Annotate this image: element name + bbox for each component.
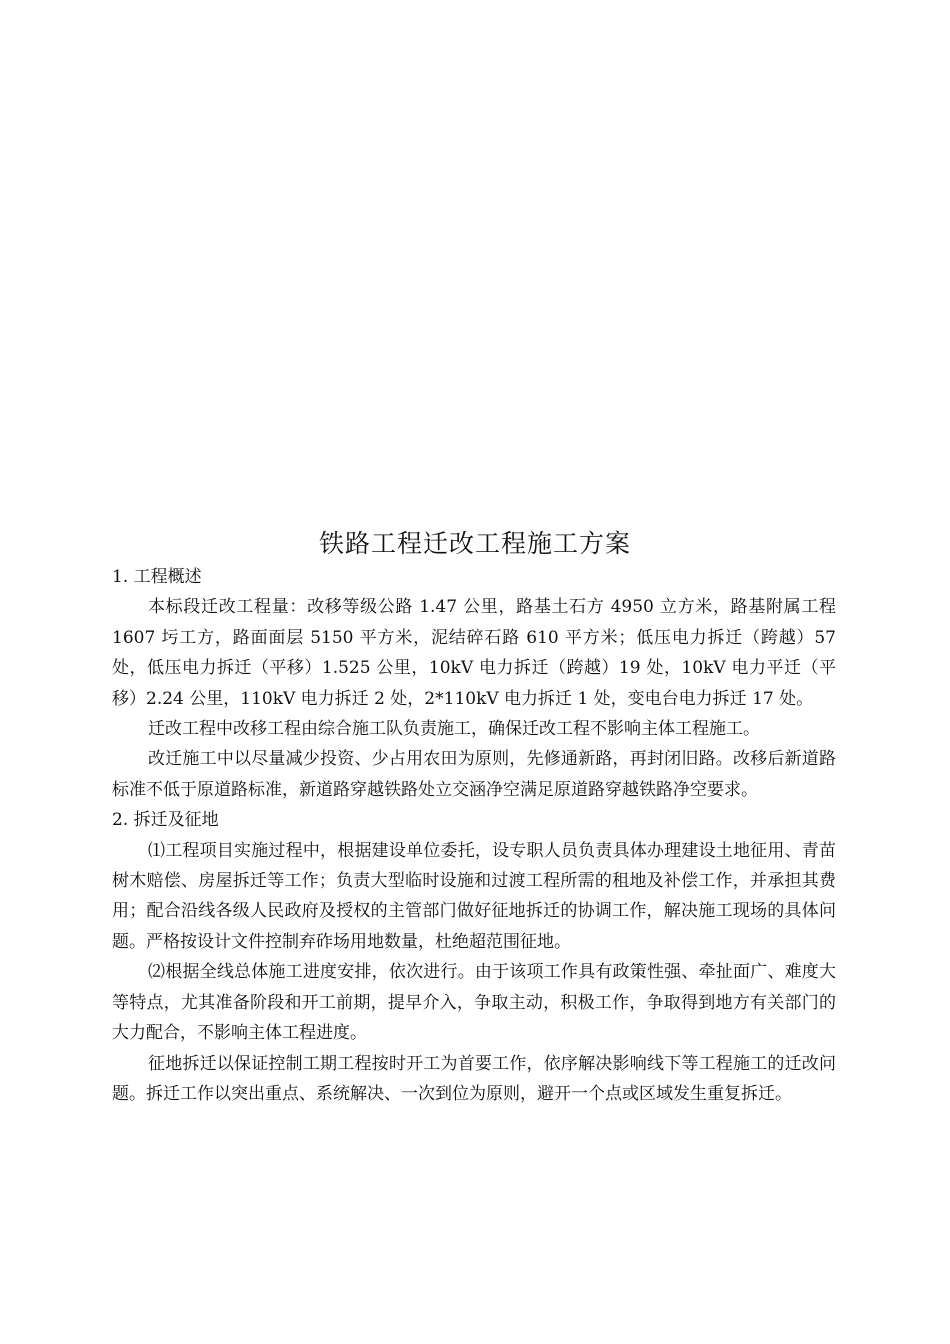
paragraph-land-acquisition-3: 征地拆迁以保证控制工期工程按时开工为首要工作，依序解决影响线下等工程施工的迁改问题。拆迁工作以突出重点、系统解决、一次到位为原则，避开一个点或区域发生重复拆迁。 (112, 1053, 836, 1104)
paragraph-quantities: 本标段迁改工程量：改移等级公路 1.47 公里，路基土石方 4950 立方米，路基附属工程 1607 圬工方，路面面层 5150 平方米，泥结碎石路 610 平方米；低压电力拆迁（跨越）57 处，低压电力拆迁（平移）1.525 公里，10kV 电力拆迁（跨越）19 处，10kV 电力平迁（平移）2.24 公里，110kV 电力拆迁 2 处，2*110kV 电力拆迁 1 处，变电台电力拆迁 17 处。 (112, 597, 836, 709)
paragraph-land-acquisition-1: ⑴工程项目实施过程中，根据建设单位委托，设专职人员负责具体办理建设土地征用、青苗树木赔偿、房屋拆迁等工作；负责大型临时设施和过渡工程所需的租地及补偿工作，并承担其费用；配合沿线各级人民政府及授权的主管部门做好征地拆迁的协调工作，解决施工现场的具体问题。严格按设计文件控制弃砟场用地数量，杜绝超范围征地。 (112, 840, 836, 952)
paragraph-construction-team: 迁改工程中改移工程由综合施工队负责施工，确保迁改工程不影响主体工程施工。 (148, 719, 760, 740)
document-title: 铁路工程迁改工程施工方案 (318, 529, 631, 558)
paragraph-land-acquisition-2: ⑵根据全线总体施工进度安排，依次进行。由于该项工作具有政策性强、牵扯面广、难度大等特点，尤其准备阶段和开工前期，提早介入，争取主动，积极工作，争取得到地方有关部门的大力配合，不影响主体工程进度。 (112, 962, 836, 1044)
section-heading-overview: 1. 工程概述 (112, 567, 202, 587)
section-heading-demolition: 2. 拆迁及征地 (112, 810, 219, 831)
document-body (112, 562, 836, 1109)
paragraph-relocation-principle: 改迁施工中以尽量减少投资、少占用农田为原则，先修通新路，再封闭旧路。改移后新道路标准不低于原道路标准，新道路穿越铁路处立交涵净空满足原道路穿越铁路净空要求。 (112, 749, 836, 800)
